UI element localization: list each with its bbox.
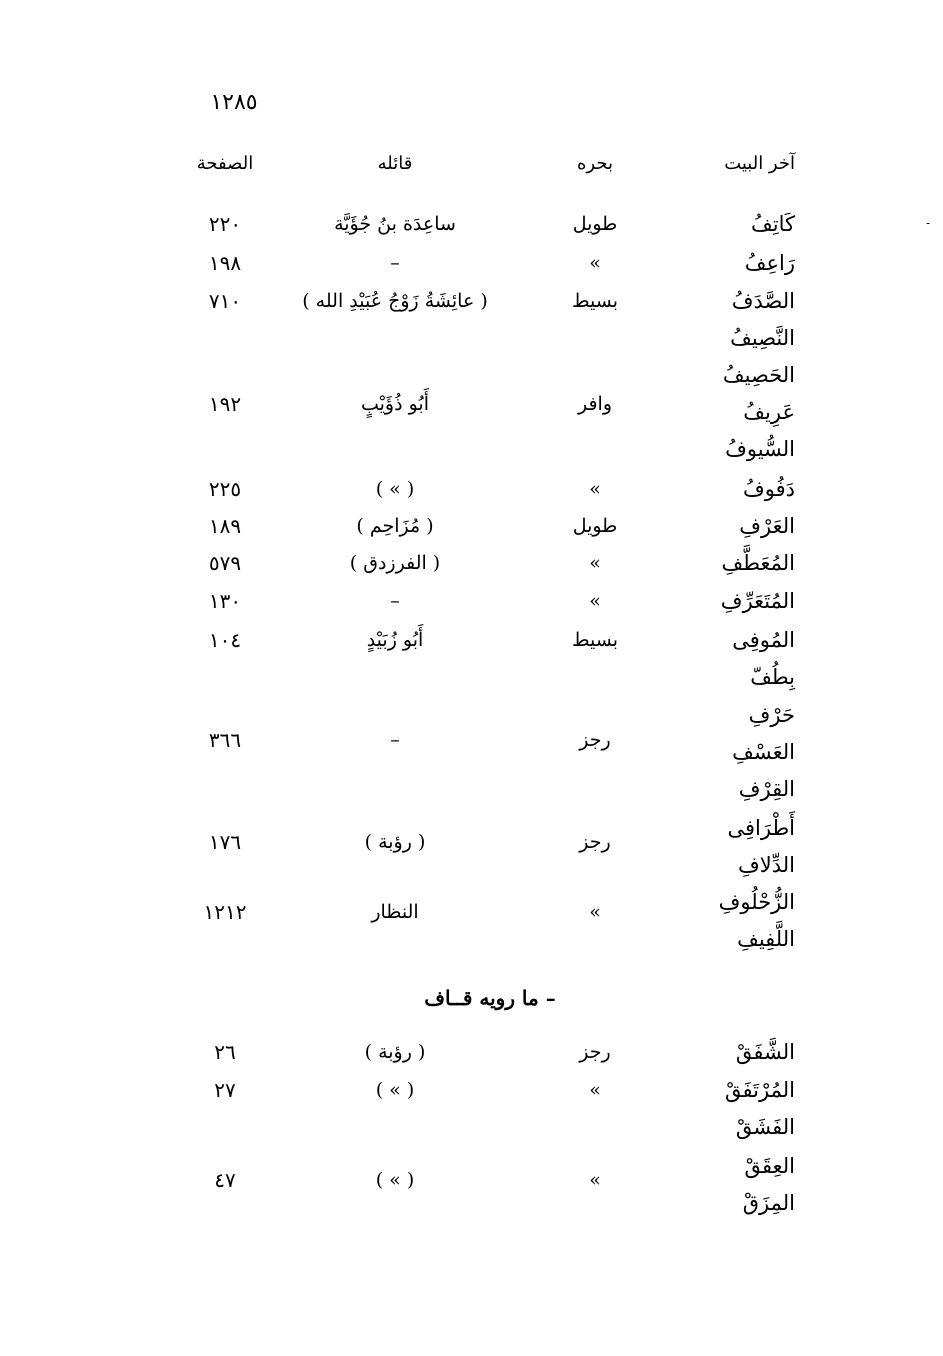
table-row bbox=[190, 283, 805, 319]
meter: » bbox=[589, 1169, 601, 1191]
poet: ( مُزَاحِم ) bbox=[356, 515, 434, 537]
verse-ending: المُتَعَرِّفِ bbox=[720, 589, 795, 613]
verse-ending: العَرْفِ bbox=[739, 514, 795, 538]
meter: بسيط bbox=[571, 629, 618, 651]
poet: – bbox=[390, 729, 400, 751]
meter: بسيط bbox=[571, 290, 618, 312]
meter: » bbox=[589, 901, 601, 923]
edge-mark: - bbox=[926, 216, 931, 230]
page-number: ١٢٨٥ bbox=[210, 90, 258, 115]
poet: ( » ) bbox=[375, 1079, 415, 1101]
verse-ending: الفَشَقْ bbox=[735, 1115, 795, 1139]
meter: وافر bbox=[577, 393, 613, 415]
poet: ( رؤبة ) bbox=[364, 1041, 426, 1063]
verse-ending: كَاتِفُ bbox=[751, 212, 795, 236]
verse-group bbox=[190, 1148, 805, 1222]
verse-group bbox=[190, 884, 805, 958]
page-ref: ١٧٦ bbox=[208, 830, 242, 854]
page-ref: ١٩٢ bbox=[208, 392, 242, 416]
table-row bbox=[190, 471, 805, 507]
verse-ending: الشَّفَقْ bbox=[735, 1040, 795, 1064]
table-header bbox=[190, 146, 805, 182]
meter: طويل bbox=[572, 515, 618, 537]
poet: ( رؤبة ) bbox=[364, 831, 426, 853]
verse-ending: العَسْفِ bbox=[732, 740, 795, 764]
group-meta bbox=[190, 1162, 805, 1198]
page-ref: ١٩٨ bbox=[208, 251, 242, 275]
verse-ending: حَرْفِ bbox=[748, 703, 795, 727]
table-row bbox=[190, 245, 805, 281]
group-meta bbox=[190, 622, 805, 658]
header-meter: بحره bbox=[577, 153, 613, 174]
page-ref: ٥٧٩ bbox=[208, 551, 242, 575]
meter: » bbox=[589, 478, 601, 500]
verse-ending: المُعَطَّفِ bbox=[721, 551, 795, 575]
poet: – bbox=[390, 590, 400, 612]
verse-ending: المُرْتَفَقْ bbox=[725, 1078, 795, 1102]
page-ref: ٤٧ bbox=[214, 1168, 236, 1192]
verse-ending: الصَّدَفُ bbox=[731, 289, 795, 313]
group-meta bbox=[190, 894, 805, 930]
page-ref: ٢٦ bbox=[214, 1040, 236, 1064]
page-ref: ١٣٠ bbox=[208, 589, 242, 613]
verse-ending: اللَّفِيفِ bbox=[737, 927, 795, 951]
verse-ending: الحَصِيفُ bbox=[722, 363, 795, 387]
verse-ending: بِطُفّ bbox=[750, 665, 795, 689]
verse-group bbox=[190, 810, 805, 884]
verse-group bbox=[190, 1072, 805, 1146]
page-ref: ٣٦٦ bbox=[208, 728, 242, 752]
table-row bbox=[190, 545, 805, 581]
verse-ending: الدِّلافِ bbox=[737, 853, 795, 877]
poet: ( » ) bbox=[375, 478, 415, 500]
header-page: الصفحة bbox=[196, 153, 254, 174]
poet: ( عائِشَةُ زَوْجُ عُبَيْدِ الله ) bbox=[302, 290, 488, 312]
meter: » bbox=[589, 590, 601, 612]
table-row bbox=[190, 206, 805, 242]
verse-group bbox=[190, 320, 805, 470]
verse-ending: عَرِيفُ bbox=[743, 400, 795, 424]
meter: رجز bbox=[579, 831, 611, 853]
group-meta bbox=[190, 386, 805, 422]
page-ref: ٢٧ bbox=[214, 1078, 236, 1102]
verse-ending: دَفُوفُ bbox=[742, 477, 795, 501]
page-ref: ١٢١٢ bbox=[203, 900, 247, 924]
table-row bbox=[190, 508, 805, 544]
group-meta bbox=[190, 722, 805, 758]
header-verse: آخر البيت bbox=[724, 153, 795, 174]
page-ref: ١٨٩ bbox=[208, 514, 242, 538]
verse-ending: رَاعِفُ bbox=[744, 251, 795, 275]
page-ref: ٢٢٥ bbox=[208, 477, 242, 501]
verse-ending: المِزَقْ bbox=[742, 1191, 795, 1215]
verse-ending: الزُّحْلُوفِ bbox=[718, 890, 795, 914]
table-row bbox=[190, 583, 805, 619]
verse-group bbox=[190, 622, 805, 696]
meter: رجز bbox=[579, 729, 611, 751]
meter: » bbox=[589, 1079, 601, 1101]
header-poet: قائله bbox=[377, 153, 413, 174]
verse-ending: المُوفِى bbox=[732, 628, 795, 652]
group-meta bbox=[190, 824, 805, 860]
table-row bbox=[190, 1034, 805, 1070]
meter: طويل bbox=[572, 213, 618, 235]
meter: » bbox=[589, 252, 601, 274]
verse-ending: القِرْفِ bbox=[738, 777, 795, 801]
verse-ending: النَّصِيفُ bbox=[730, 326, 795, 350]
page-ref: ٢٢٠ bbox=[208, 212, 242, 236]
poet: ( الفرزدق ) bbox=[349, 552, 441, 574]
meter: » bbox=[589, 552, 601, 574]
verse-ending: أَطْرَافِى bbox=[727, 816, 795, 840]
verse-ending: السُّيوفُ bbox=[725, 437, 795, 461]
page-ref: ١٠٤ bbox=[208, 628, 242, 652]
poet: النظار bbox=[371, 901, 419, 923]
poet: – bbox=[390, 252, 400, 274]
poet: أَبُو ذُؤَيْبٍ bbox=[360, 393, 429, 415]
group-meta bbox=[190, 1072, 805, 1108]
verse-group bbox=[190, 697, 805, 808]
poet: أَبُو زُبَيْدٍ bbox=[366, 629, 424, 651]
poet: ( » ) bbox=[375, 1169, 415, 1191]
page-ref: ٧١٠ bbox=[208, 289, 242, 313]
poet: ساعِدَة بنُ جُؤَيَّة bbox=[334, 213, 456, 235]
verse-ending: العِقَقْ bbox=[744, 1154, 795, 1178]
meter: رجز bbox=[579, 1041, 611, 1063]
section-title: – ما رويه قــاف bbox=[424, 986, 556, 1010]
